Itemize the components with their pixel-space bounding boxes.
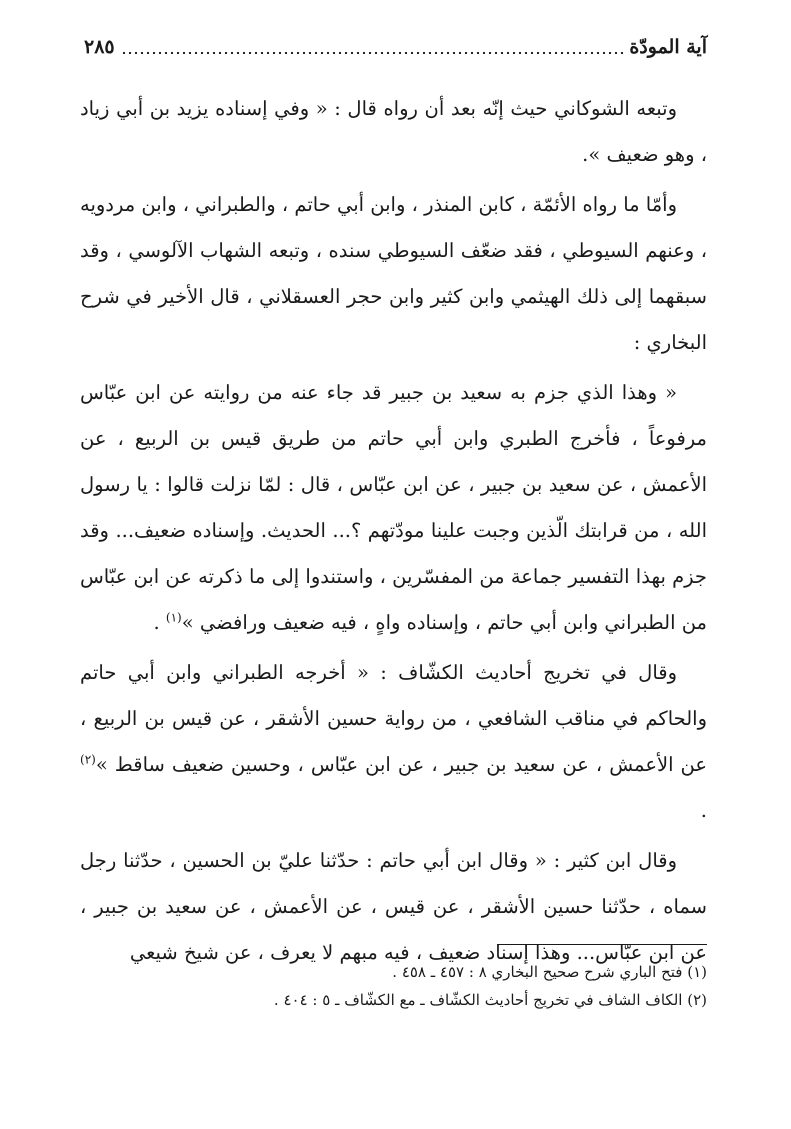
- footnote-ref-1[interactable]: (١): [165, 610, 182, 625]
- paragraph-1-text: وتبعه الشوكاني حيث إنّه بعد أن رواه قال : « وفي إسناده يزيد بن أبي زياد ، وهو ضعيف ».: [80, 97, 707, 166]
- paragraph-2: [80, 182, 707, 366]
- paragraph-1: [80, 86, 707, 178]
- paragraph-5-text: وقال ابن كثير : « وقال ابن أبي حاتم : حدّثنا عليّ بن الحسين ، حدّثنا رجل سماه ، حدّثنا حسين الأشقر ، عن قيس ، عن الأعمش ، عن سعيد بن جبير ، عن ابن عبّاس... وهذا إسناد ضعيف ، فيه مبهم لا يعرف ، عن شيخ شيعي: [80, 849, 707, 964]
- paragraph-4: [80, 650, 707, 834]
- running-header: [84, 30, 707, 64]
- paragraph-3: [80, 370, 707, 646]
- paragraph-3-end: .: [153, 611, 166, 634]
- footnote-2: (٢) الكاف الشاف في تخريج أحاديث الكشّاف ـ مع الكشّاف ـ ٥ : ٤٠٤ .: [273, 991, 707, 1009]
- running-title: آية المودّة: [629, 36, 707, 58]
- page-number: ٢٨٥: [84, 36, 115, 58]
- footnote-ref-2[interactable]: (٢): [80, 752, 96, 767]
- leader-dots: [121, 52, 624, 54]
- paragraph-4-text: وقال في تخريج أحاديث الكشّاف : « أخرجه الطبراني وابن أبي حاتم والحاكم في مناقب الشافعي ، من رواية حسين الأشقر ، عن قيس بن الربيع ، عن الأعمش ، عن سعيد بن جبير ، عن ابن عبّاس ، وحسين ضعيف ساقط »: [80, 661, 707, 776]
- paragraph-5: [80, 838, 707, 976]
- paragraph-2-text: وأمّا ما رواه الأئمّة ، كابن المنذر ، وابن أبي حاتم ، والطبراني ، وابن مردويه ، وعنهم السيوطي ، فقد ضعّف السيوطي سنده ، وتبعه الشهاب الآلوسي ، وقد سبقهما إلى ذلك الهيثمي وابن كثير وابن حجر العسقلاني ، قال الأخير في شرح البخاري :: [80, 193, 708, 354]
- footnote-divider: [497, 944, 707, 945]
- paragraph-4-end: .: [700, 799, 707, 822]
- footnote-1: (١) فتح الباري شرح صحيح البخاري ٨ : ٤٥٧ ـ ٤٥٨ .: [392, 963, 707, 981]
- paragraph-3-text: « وهذا الذي جزم به سعيد بن جبير قد جاء عنه من روايته عن ابن عبّاس مرفوعاً ، فأخرج الطبري وابن أبي حاتم من طريق قيس بن الربيع ، عن الأعمش ، عن سعيد بن جبير ، عن ابن عبّاس ، قال : لمّا نزلت قالوا : يا رسول الله ، من قرابتك الّذين وجبت علينا مودّتهم ؟... الحديث. وإسناده ضعيف... وقد جزم بهذا التفسير جماعة من المفسّرين ، واستندوا إلى ما ذكرته عن ابن عبّاس من الطبراني وابن أبي حاتم ، وإسناده واهٍ ، فيه ضعيف ورافضي »: [80, 381, 707, 634]
- main-text: [80, 86, 707, 976]
- footnotes: [84, 958, 707, 1014]
